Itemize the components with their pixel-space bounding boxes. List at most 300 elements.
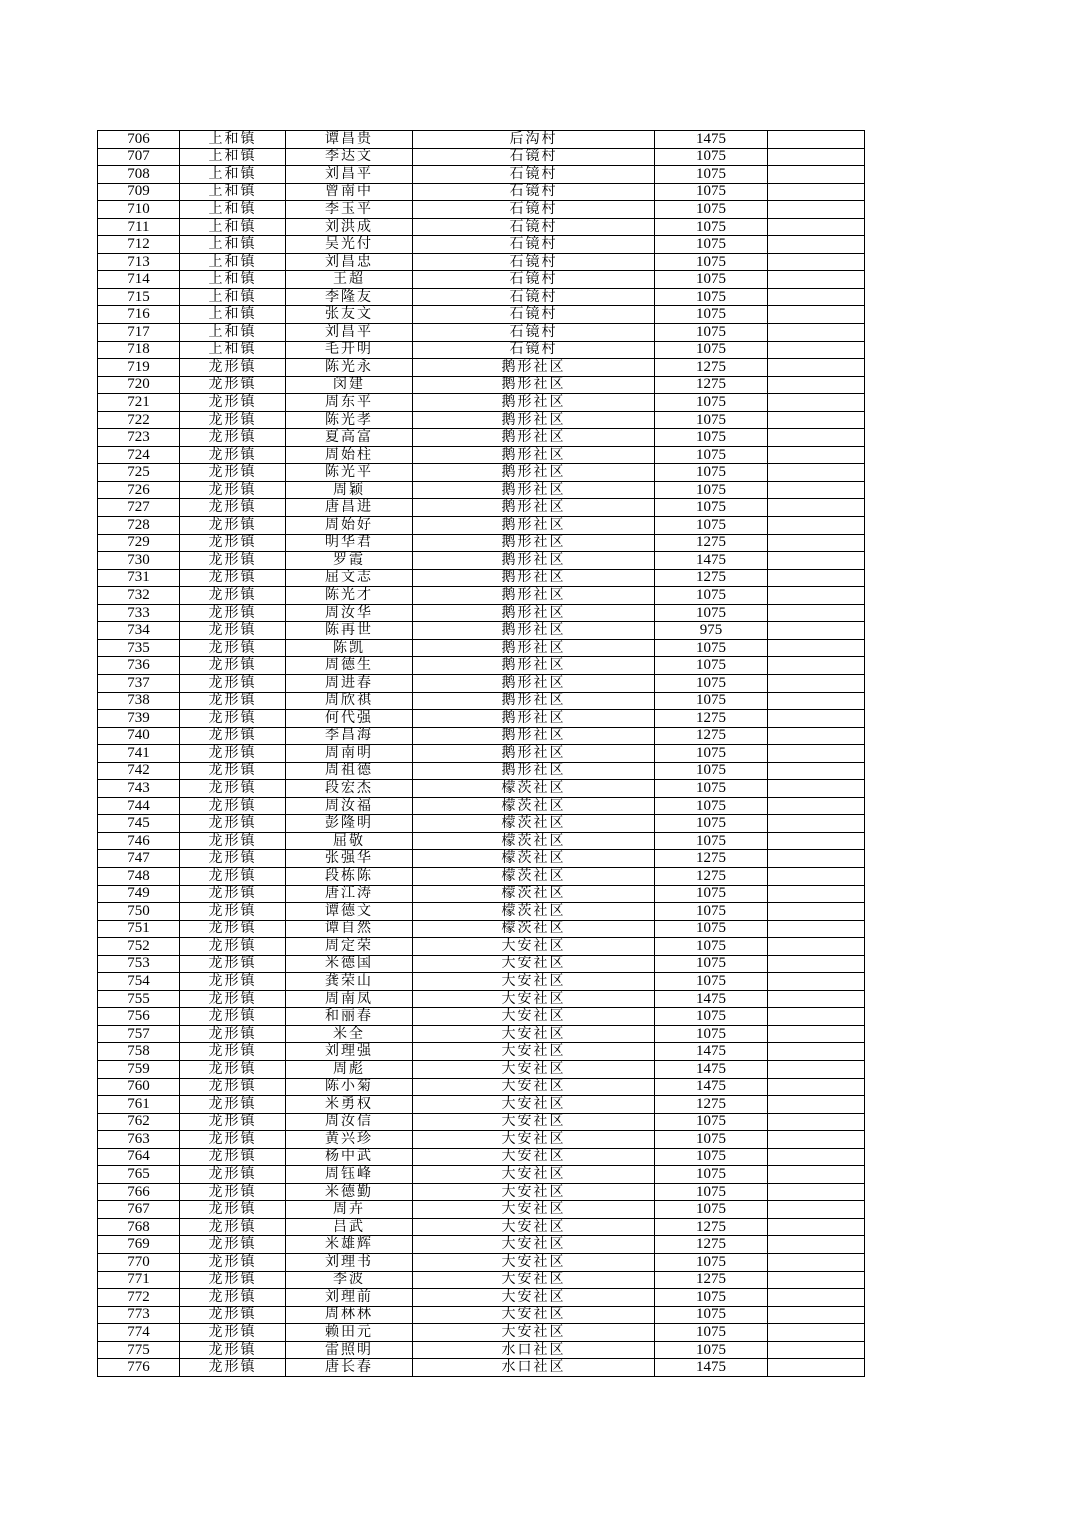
amount-cell: 1075 xyxy=(655,236,768,254)
row-number-cell: 725 xyxy=(98,464,180,482)
name-cell: 夏高富 xyxy=(286,429,413,447)
table-row xyxy=(98,797,865,815)
table-row xyxy=(98,552,865,570)
data-table xyxy=(97,130,865,1377)
village-cell: 鹅形社区 xyxy=(413,639,655,657)
amount-cell: 1075 xyxy=(655,183,768,201)
row-number-cell: 757 xyxy=(98,1025,180,1043)
name-cell: 周汝信 xyxy=(286,1113,413,1131)
amount-cell: 1075 xyxy=(655,306,768,324)
town-cell: 上和镇 xyxy=(180,341,286,359)
name-cell: 周进春 xyxy=(286,674,413,692)
name-cell: 周颖 xyxy=(286,481,413,499)
town-cell: 上和镇 xyxy=(180,324,286,342)
village-cell: 鹅形社区 xyxy=(413,552,655,570)
note-cell xyxy=(768,324,865,342)
amount-cell: 1075 xyxy=(655,517,768,535)
row-number-cell: 709 xyxy=(98,183,180,201)
note-cell xyxy=(768,745,865,763)
amount-cell: 1275 xyxy=(655,850,768,868)
table-row xyxy=(98,604,865,622)
amount-cell: 1075 xyxy=(655,1201,768,1219)
village-cell: 石镜村 xyxy=(413,271,655,289)
amount-cell: 1075 xyxy=(655,938,768,956)
village-cell: 鹅形社区 xyxy=(413,499,655,517)
note-cell xyxy=(768,815,865,833)
town-cell: 龙形镇 xyxy=(180,762,286,780)
name-cell: 黄兴珍 xyxy=(286,1131,413,1149)
amount-cell: 1475 xyxy=(655,990,768,1008)
name-cell: 谭德文 xyxy=(286,903,413,921)
amount-cell: 1075 xyxy=(655,218,768,236)
row-number-cell: 735 xyxy=(98,639,180,657)
village-cell: 大安社区 xyxy=(413,1201,655,1219)
note-cell xyxy=(768,288,865,306)
table-row xyxy=(98,166,865,184)
village-cell: 石镜村 xyxy=(413,341,655,359)
name-cell: 米全 xyxy=(286,1025,413,1043)
table-row xyxy=(98,903,865,921)
table-row xyxy=(98,955,865,973)
amount-cell: 1075 xyxy=(655,815,768,833)
row-number-cell: 736 xyxy=(98,657,180,675)
name-cell: 刘昌平 xyxy=(286,324,413,342)
name-cell: 毛开明 xyxy=(286,341,413,359)
note-cell xyxy=(768,1008,865,1026)
amount-cell: 1075 xyxy=(655,481,768,499)
name-cell: 刘理前 xyxy=(286,1289,413,1307)
village-cell: 鹅形社区 xyxy=(413,464,655,482)
row-number-cell: 740 xyxy=(98,727,180,745)
name-cell: 段宏杰 xyxy=(286,780,413,798)
village-cell: 水口社区 xyxy=(413,1359,655,1377)
town-cell: 龙形镇 xyxy=(180,446,286,464)
town-cell: 龙形镇 xyxy=(180,973,286,991)
note-cell xyxy=(768,1271,865,1289)
town-cell: 上和镇 xyxy=(180,201,286,219)
row-number-cell: 746 xyxy=(98,832,180,850)
village-cell: 鹅形社区 xyxy=(413,359,655,377)
note-cell xyxy=(768,131,865,149)
town-cell: 龙形镇 xyxy=(180,990,286,1008)
amount-cell: 1275 xyxy=(655,1218,768,1236)
row-number-cell: 712 xyxy=(98,236,180,254)
note-cell xyxy=(768,166,865,184)
village-cell: 大安社区 xyxy=(413,1166,655,1184)
note-cell xyxy=(768,464,865,482)
village-cell: 大安社区 xyxy=(413,1254,655,1272)
town-cell: 龙形镇 xyxy=(180,745,286,763)
note-cell xyxy=(768,850,865,868)
note-cell xyxy=(768,622,865,640)
table-row xyxy=(98,306,865,324)
note-cell xyxy=(768,446,865,464)
town-cell: 龙形镇 xyxy=(180,710,286,728)
row-number-cell: 721 xyxy=(98,394,180,412)
town-cell: 上和镇 xyxy=(180,148,286,166)
name-cell: 陈光永 xyxy=(286,359,413,377)
table-row xyxy=(98,1201,865,1219)
amount-cell: 1075 xyxy=(655,745,768,763)
name-cell: 刘昌平 xyxy=(286,166,413,184)
town-cell: 龙形镇 xyxy=(180,1306,286,1324)
amount-cell: 1275 xyxy=(655,534,768,552)
amount-cell: 1075 xyxy=(655,903,768,921)
village-cell: 石镜村 xyxy=(413,218,655,236)
note-cell xyxy=(768,1096,865,1114)
town-cell: 龙形镇 xyxy=(180,903,286,921)
village-cell: 檬茨社区 xyxy=(413,832,655,850)
town-cell: 龙形镇 xyxy=(180,1254,286,1272)
town-cell: 龙形镇 xyxy=(180,429,286,447)
name-cell: 唐昌进 xyxy=(286,499,413,517)
town-cell: 龙形镇 xyxy=(180,920,286,938)
village-cell: 石镜村 xyxy=(413,324,655,342)
note-cell xyxy=(768,920,865,938)
note-cell xyxy=(768,1324,865,1342)
village-cell: 石镜村 xyxy=(413,166,655,184)
village-cell: 檬茨社区 xyxy=(413,797,655,815)
row-number-cell: 753 xyxy=(98,955,180,973)
table-row xyxy=(98,1043,865,1061)
town-cell: 龙形镇 xyxy=(180,359,286,377)
row-number-cell: 766 xyxy=(98,1183,180,1201)
row-number-cell: 724 xyxy=(98,446,180,464)
village-cell: 石镜村 xyxy=(413,306,655,324)
row-number-cell: 726 xyxy=(98,481,180,499)
town-cell: 龙形镇 xyxy=(180,534,286,552)
table-row xyxy=(98,324,865,342)
amount-cell: 1075 xyxy=(655,762,768,780)
village-cell: 大安社区 xyxy=(413,973,655,991)
name-cell: 陈光才 xyxy=(286,587,413,605)
village-cell: 鹅形社区 xyxy=(413,411,655,429)
note-cell xyxy=(768,727,865,745)
note-cell xyxy=(768,183,865,201)
table-row xyxy=(98,885,865,903)
village-cell: 鹅形社区 xyxy=(413,429,655,447)
name-cell: 明华君 xyxy=(286,534,413,552)
name-cell: 曾南中 xyxy=(286,183,413,201)
town-cell: 龙形镇 xyxy=(180,1096,286,1114)
amount-cell: 1075 xyxy=(655,201,768,219)
town-cell: 龙形镇 xyxy=(180,850,286,868)
town-cell: 龙形镇 xyxy=(180,815,286,833)
row-number-cell: 720 xyxy=(98,376,180,394)
village-cell: 大安社区 xyxy=(413,1324,655,1342)
town-cell: 龙形镇 xyxy=(180,657,286,675)
town-cell: 龙形镇 xyxy=(180,867,286,885)
table-row xyxy=(98,674,865,692)
name-cell: 陈凯 xyxy=(286,639,413,657)
row-number-cell: 713 xyxy=(98,253,180,271)
name-cell: 吕武 xyxy=(286,1218,413,1236)
name-cell: 刘洪成 xyxy=(286,218,413,236)
note-cell xyxy=(768,411,865,429)
amount-cell: 1075 xyxy=(655,253,768,271)
table-row xyxy=(98,938,865,956)
row-number-cell: 719 xyxy=(98,359,180,377)
name-cell: 杨中武 xyxy=(286,1148,413,1166)
name-cell: 周欣祺 xyxy=(286,692,413,710)
name-cell: 李玉平 xyxy=(286,201,413,219)
amount-cell: 1075 xyxy=(655,499,768,517)
town-cell: 龙形镇 xyxy=(180,1289,286,1307)
note-cell xyxy=(768,955,865,973)
town-cell: 龙形镇 xyxy=(180,1025,286,1043)
note-cell xyxy=(768,990,865,1008)
town-cell: 龙形镇 xyxy=(180,604,286,622)
name-cell: 周汝华 xyxy=(286,604,413,622)
name-cell: 李昌海 xyxy=(286,727,413,745)
town-cell: 龙形镇 xyxy=(180,569,286,587)
amount-cell: 1075 xyxy=(655,955,768,973)
note-cell xyxy=(768,376,865,394)
note-cell xyxy=(768,253,865,271)
amount-cell: 1075 xyxy=(655,1289,768,1307)
table-row xyxy=(98,1060,865,1078)
note-cell xyxy=(768,797,865,815)
amount-cell: 1275 xyxy=(655,867,768,885)
town-cell: 龙形镇 xyxy=(180,780,286,798)
town-cell: 龙形镇 xyxy=(180,832,286,850)
name-cell: 屈文志 xyxy=(286,569,413,587)
table-row xyxy=(98,499,865,517)
amount-cell: 1075 xyxy=(655,657,768,675)
table-row xyxy=(98,850,865,868)
name-cell: 赖田元 xyxy=(286,1324,413,1342)
table-row xyxy=(98,1183,865,1201)
amount-cell: 1475 xyxy=(655,1359,768,1377)
village-cell: 鹅形社区 xyxy=(413,674,655,692)
note-cell xyxy=(768,569,865,587)
name-cell: 李达文 xyxy=(286,148,413,166)
village-cell: 鹅形社区 xyxy=(413,394,655,412)
row-number-cell: 707 xyxy=(98,148,180,166)
amount-cell: 1075 xyxy=(655,1306,768,1324)
amount-cell: 1075 xyxy=(655,1148,768,1166)
village-cell: 石镜村 xyxy=(413,148,655,166)
name-cell: 闵建 xyxy=(286,376,413,394)
village-cell: 檬茨社区 xyxy=(413,903,655,921)
row-number-cell: 754 xyxy=(98,973,180,991)
name-cell: 李隆友 xyxy=(286,288,413,306)
table-row xyxy=(98,762,865,780)
town-cell: 龙形镇 xyxy=(180,1271,286,1289)
row-number-cell: 763 xyxy=(98,1131,180,1149)
note-cell xyxy=(768,1078,865,1096)
name-cell: 雷照明 xyxy=(286,1341,413,1359)
name-cell: 刘昌忠 xyxy=(286,253,413,271)
table-row xyxy=(98,1148,865,1166)
village-cell: 檬茨社区 xyxy=(413,867,655,885)
name-cell: 谭自然 xyxy=(286,920,413,938)
note-cell xyxy=(768,692,865,710)
village-cell: 大安社区 xyxy=(413,1271,655,1289)
town-cell: 上和镇 xyxy=(180,288,286,306)
row-number-cell: 710 xyxy=(98,201,180,219)
village-cell: 鹅形社区 xyxy=(413,657,655,675)
table-row xyxy=(98,517,865,535)
amount-cell: 1275 xyxy=(655,376,768,394)
row-number-cell: 758 xyxy=(98,1043,180,1061)
town-cell: 龙形镇 xyxy=(180,1060,286,1078)
amount-cell: 1075 xyxy=(655,832,768,850)
note-cell xyxy=(768,218,865,236)
note-cell xyxy=(768,306,865,324)
town-cell: 上和镇 xyxy=(180,236,286,254)
row-number-cell: 774 xyxy=(98,1324,180,1342)
table-row xyxy=(98,534,865,552)
note-cell xyxy=(768,1289,865,1307)
row-number-cell: 731 xyxy=(98,569,180,587)
name-cell: 罗霞 xyxy=(286,552,413,570)
row-number-cell: 734 xyxy=(98,622,180,640)
town-cell: 龙形镇 xyxy=(180,1341,286,1359)
table-row xyxy=(98,376,865,394)
note-cell xyxy=(768,534,865,552)
village-cell: 大安社区 xyxy=(413,1113,655,1131)
village-cell: 大安社区 xyxy=(413,1289,655,1307)
amount-cell: 1075 xyxy=(655,1324,768,1342)
village-cell: 鹅形社区 xyxy=(413,517,655,535)
table-row xyxy=(98,481,865,499)
town-cell: 上和镇 xyxy=(180,271,286,289)
name-cell: 和丽春 xyxy=(286,1008,413,1026)
name-cell: 唐江涛 xyxy=(286,885,413,903)
name-cell: 周祖德 xyxy=(286,762,413,780)
village-cell: 大安社区 xyxy=(413,938,655,956)
name-cell: 陈光孝 xyxy=(286,411,413,429)
amount-cell: 1075 xyxy=(655,1113,768,1131)
name-cell: 周德生 xyxy=(286,657,413,675)
name-cell: 周南凤 xyxy=(286,990,413,1008)
town-cell: 龙形镇 xyxy=(180,587,286,605)
table-row xyxy=(98,253,865,271)
village-cell: 鹅形社区 xyxy=(413,622,655,640)
amount-cell: 1075 xyxy=(655,692,768,710)
amount-cell: 1075 xyxy=(655,341,768,359)
amount-cell: 1075 xyxy=(655,1166,768,1184)
note-cell xyxy=(768,1113,865,1131)
row-number-cell: 729 xyxy=(98,534,180,552)
table-row xyxy=(98,727,865,745)
name-cell: 刘理强 xyxy=(286,1043,413,1061)
village-cell: 鹅形社区 xyxy=(413,569,655,587)
row-number-cell: 765 xyxy=(98,1166,180,1184)
amount-cell: 1275 xyxy=(655,727,768,745)
village-cell: 石镜村 xyxy=(413,183,655,201)
table-row xyxy=(98,657,865,675)
name-cell: 周彪 xyxy=(286,1060,413,1078)
town-cell: 上和镇 xyxy=(180,218,286,236)
row-number-cell: 747 xyxy=(98,850,180,868)
town-cell: 龙形镇 xyxy=(180,622,286,640)
row-number-cell: 723 xyxy=(98,429,180,447)
village-cell: 大安社区 xyxy=(413,1236,655,1254)
town-cell: 龙形镇 xyxy=(180,955,286,973)
row-number-cell: 743 xyxy=(98,780,180,798)
town-cell: 上和镇 xyxy=(180,306,286,324)
name-cell: 米德国 xyxy=(286,955,413,973)
amount-cell: 1475 xyxy=(655,552,768,570)
amount-cell: 1275 xyxy=(655,1096,768,1114)
amount-cell: 1275 xyxy=(655,1236,768,1254)
row-number-cell: 776 xyxy=(98,1359,180,1377)
amount-cell: 1075 xyxy=(655,1183,768,1201)
note-cell xyxy=(768,639,865,657)
name-cell: 刘理书 xyxy=(286,1254,413,1272)
village-cell: 石镜村 xyxy=(413,288,655,306)
village-cell: 后沟村 xyxy=(413,131,655,149)
row-number-cell: 772 xyxy=(98,1289,180,1307)
table-row xyxy=(98,587,865,605)
amount-cell: 1075 xyxy=(655,1025,768,1043)
village-cell: 大安社区 xyxy=(413,1008,655,1026)
town-cell: 龙形镇 xyxy=(180,464,286,482)
row-number-cell: 737 xyxy=(98,674,180,692)
village-cell: 鹅形社区 xyxy=(413,762,655,780)
table-row xyxy=(98,973,865,991)
note-cell xyxy=(768,780,865,798)
town-cell: 龙形镇 xyxy=(180,1359,286,1377)
row-number-cell: 732 xyxy=(98,587,180,605)
name-cell: 段栋陈 xyxy=(286,867,413,885)
village-cell: 鹅形社区 xyxy=(413,745,655,763)
row-number-cell: 761 xyxy=(98,1096,180,1114)
town-cell: 龙形镇 xyxy=(180,517,286,535)
amount-cell: 1075 xyxy=(655,429,768,447)
amount-cell: 1475 xyxy=(655,131,768,149)
amount-cell: 1075 xyxy=(655,288,768,306)
name-cell: 周定荣 xyxy=(286,938,413,956)
name-cell: 米勇权 xyxy=(286,1096,413,1114)
row-number-cell: 745 xyxy=(98,815,180,833)
name-cell: 屈敬 xyxy=(286,832,413,850)
village-cell: 鹅形社区 xyxy=(413,376,655,394)
note-cell xyxy=(768,148,865,166)
town-cell: 龙形镇 xyxy=(180,1324,286,1342)
town-cell: 龙形镇 xyxy=(180,1166,286,1184)
row-number-cell: 718 xyxy=(98,341,180,359)
note-cell xyxy=(768,657,865,675)
village-cell: 大安社区 xyxy=(413,955,655,973)
row-number-cell: 738 xyxy=(98,692,180,710)
table-row xyxy=(98,394,865,412)
row-number-cell: 741 xyxy=(98,745,180,763)
note-cell xyxy=(768,429,865,447)
amount-cell: 1075 xyxy=(655,166,768,184)
row-number-cell: 762 xyxy=(98,1113,180,1131)
note-cell xyxy=(768,1306,865,1324)
table-row xyxy=(98,1008,865,1026)
row-number-cell: 749 xyxy=(98,885,180,903)
town-cell: 龙形镇 xyxy=(180,727,286,745)
town-cell: 龙形镇 xyxy=(180,639,286,657)
town-cell: 上和镇 xyxy=(180,166,286,184)
village-cell: 大安社区 xyxy=(413,1078,655,1096)
name-cell: 王超 xyxy=(286,271,413,289)
table-row xyxy=(98,359,865,377)
name-cell: 张友文 xyxy=(286,306,413,324)
village-cell: 大安社区 xyxy=(413,1131,655,1149)
row-number-cell: 733 xyxy=(98,604,180,622)
table-row xyxy=(98,867,865,885)
note-cell xyxy=(768,1236,865,1254)
table-row xyxy=(98,218,865,236)
table-row xyxy=(98,780,865,798)
name-cell: 米德勤 xyxy=(286,1183,413,1201)
